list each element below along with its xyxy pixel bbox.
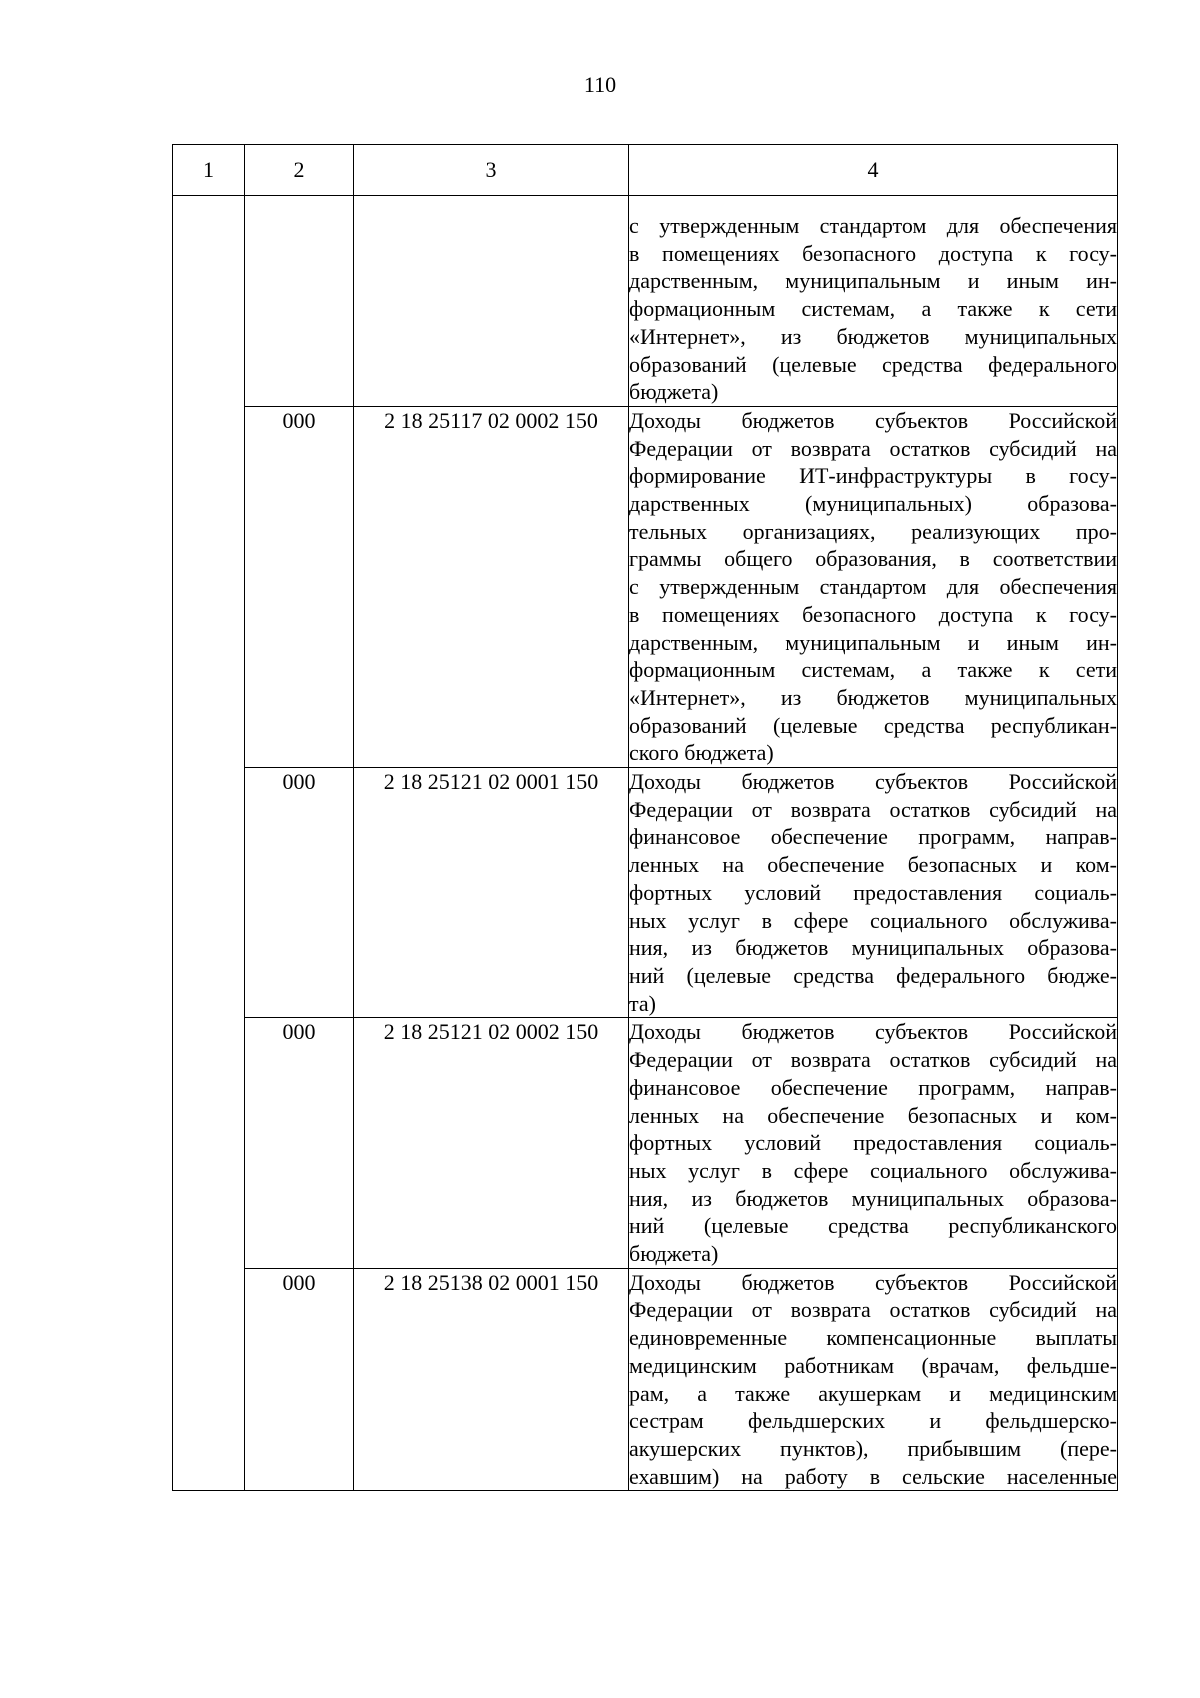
- description-line: ния, из бюджетов муниципальных образова-: [629, 935, 1117, 961]
- kbk-cell: 2 18 25117 02 0002 150: [354, 406, 629, 767]
- description-line: «Интернет», из бюджетов муниципальных: [629, 684, 1117, 710]
- description-line: ных услуг в сфере социального обслужива-: [629, 907, 1117, 933]
- description-line: сестрам фельдшерских и фельдшерско-: [629, 1408, 1117, 1434]
- description-cell: [629, 768, 1118, 1018]
- description-line: Федерации от возврата остатков субсидий на: [629, 1297, 1117, 1323]
- description-line: финансовое обеспечение программ, направ-: [629, 824, 1117, 850]
- description-line: бюджета): [629, 379, 719, 405]
- description-line: в помещениях безопасного доступа к госу-: [629, 601, 1117, 627]
- description-line: медицинским работникам (врачам, фельдше-: [629, 1352, 1117, 1378]
- description-line: ленных на обеспечение безопасных и ком-: [629, 1102, 1117, 1128]
- description-line: ний (целевые средства республиканского: [629, 1213, 1117, 1239]
- description-line: образований (целевые средства республикан-: [629, 712, 1117, 738]
- description-line: ехавшим) на работу в сельские населенные: [629, 1463, 1117, 1489]
- kbk-cell: 2 18 25138 02 0001 150: [354, 1268, 629, 1491]
- description-line: та): [629, 990, 656, 1016]
- description-line: граммы общего образования, в соответствии: [629, 546, 1117, 572]
- description-line: рам, а также акушеркам и медицинским: [629, 1380, 1117, 1406]
- admin-code-cell: 000: [245, 406, 354, 767]
- description-line: финансовое обеспечение программ, направ-: [629, 1074, 1117, 1100]
- description-line: с утвержденным стандартом для обеспечения: [629, 213, 1117, 238]
- header-cell-1: 1: [173, 145, 245, 196]
- description-line: бюджета): [629, 1241, 719, 1267]
- kbk-cell: 2 18 25121 02 0002 150: [354, 1018, 629, 1268]
- header-cell-3: 3: [354, 145, 629, 196]
- description-line: фортных условий предоставления социаль-: [629, 879, 1117, 905]
- description-cell: [629, 406, 1118, 767]
- description-line: дарственным, муниципальным и иным ин-: [629, 629, 1117, 655]
- description-line: дарственных (муниципальных) образова-: [629, 491, 1117, 517]
- header-cell-4: 4: [629, 145, 1118, 196]
- page-number: 110: [583, 72, 617, 97]
- header-cell-2: 2: [245, 145, 354, 196]
- description-line: формирование ИТ-инфраструктуры в госу-: [629, 463, 1117, 489]
- table-header-row: [173, 145, 1118, 196]
- admin-code-cell: [245, 196, 354, 407]
- kbk-cell: 2 18 25121 02 0001 150: [354, 768, 629, 1018]
- table-row-continuation: [173, 196, 1118, 407]
- admin-code-cell: 000: [245, 1018, 354, 1268]
- description-line: Доходы бюджетов субъектов Российской: [629, 769, 1117, 795]
- table-row: [173, 1018, 1118, 1268]
- description-cell: [629, 1268, 1118, 1491]
- kbk-cell: [354, 196, 629, 407]
- admin-code-cell: 000: [245, 768, 354, 1018]
- description-line: ского бюджета): [629, 740, 774, 766]
- column-1-cell: [173, 196, 245, 1491]
- description-line: дарственным, муниципальным и иным ин-: [629, 268, 1117, 294]
- description-line: ния, из бюджетов муниципальных образова-: [629, 1185, 1117, 1211]
- description-cell: [629, 1018, 1118, 1268]
- description-line: ленных на обеспечение безопасных и ком-: [629, 852, 1117, 878]
- budget-classification-table: [172, 144, 1118, 1491]
- description-line: Федерации от возврата остатков субсидий на: [629, 435, 1117, 461]
- description-line: образований (целевые средства федерального: [629, 351, 1117, 377]
- description-line: формационным системам, а также к сети: [629, 657, 1117, 683]
- description-line: формационным системам, а также к сети: [629, 296, 1117, 322]
- description-line: Федерации от возврата остатков субсидий на: [629, 1047, 1117, 1073]
- table-row: [173, 768, 1118, 1018]
- description-line: Федерации от возврата остатков субсидий на: [629, 796, 1117, 822]
- description-line: с утвержденным стандартом для обеспечения: [629, 574, 1117, 600]
- description-line: фортных условий предоставления социаль-: [629, 1130, 1117, 1156]
- description-line: Доходы бюджетов субъектов Российской: [629, 407, 1117, 433]
- description-line: «Интернет», из бюджетов муниципальных: [629, 323, 1117, 349]
- admin-code-cell: 000: [245, 1268, 354, 1491]
- table-row: [173, 1268, 1118, 1491]
- description-line: акушерских пунктов), прибывшим (пере-: [629, 1435, 1117, 1461]
- description-line: в помещениях безопасного доступа к госу-: [629, 240, 1117, 266]
- description-line: Доходы бюджетов субъектов Российской: [629, 1269, 1117, 1295]
- description-line: единовременные компенсационные выплаты: [629, 1325, 1117, 1351]
- table-row: [173, 406, 1118, 767]
- description-line: тельных организациях, реализующих про-: [629, 518, 1117, 544]
- description-line: ний (целевые средства федерального бюдже-: [629, 962, 1117, 988]
- description-cell: [629, 196, 1118, 407]
- description-line: Доходы бюджетов субъектов Российской: [629, 1019, 1117, 1045]
- description-line: ных услуг в сфере социального обслужива-: [629, 1157, 1117, 1183]
